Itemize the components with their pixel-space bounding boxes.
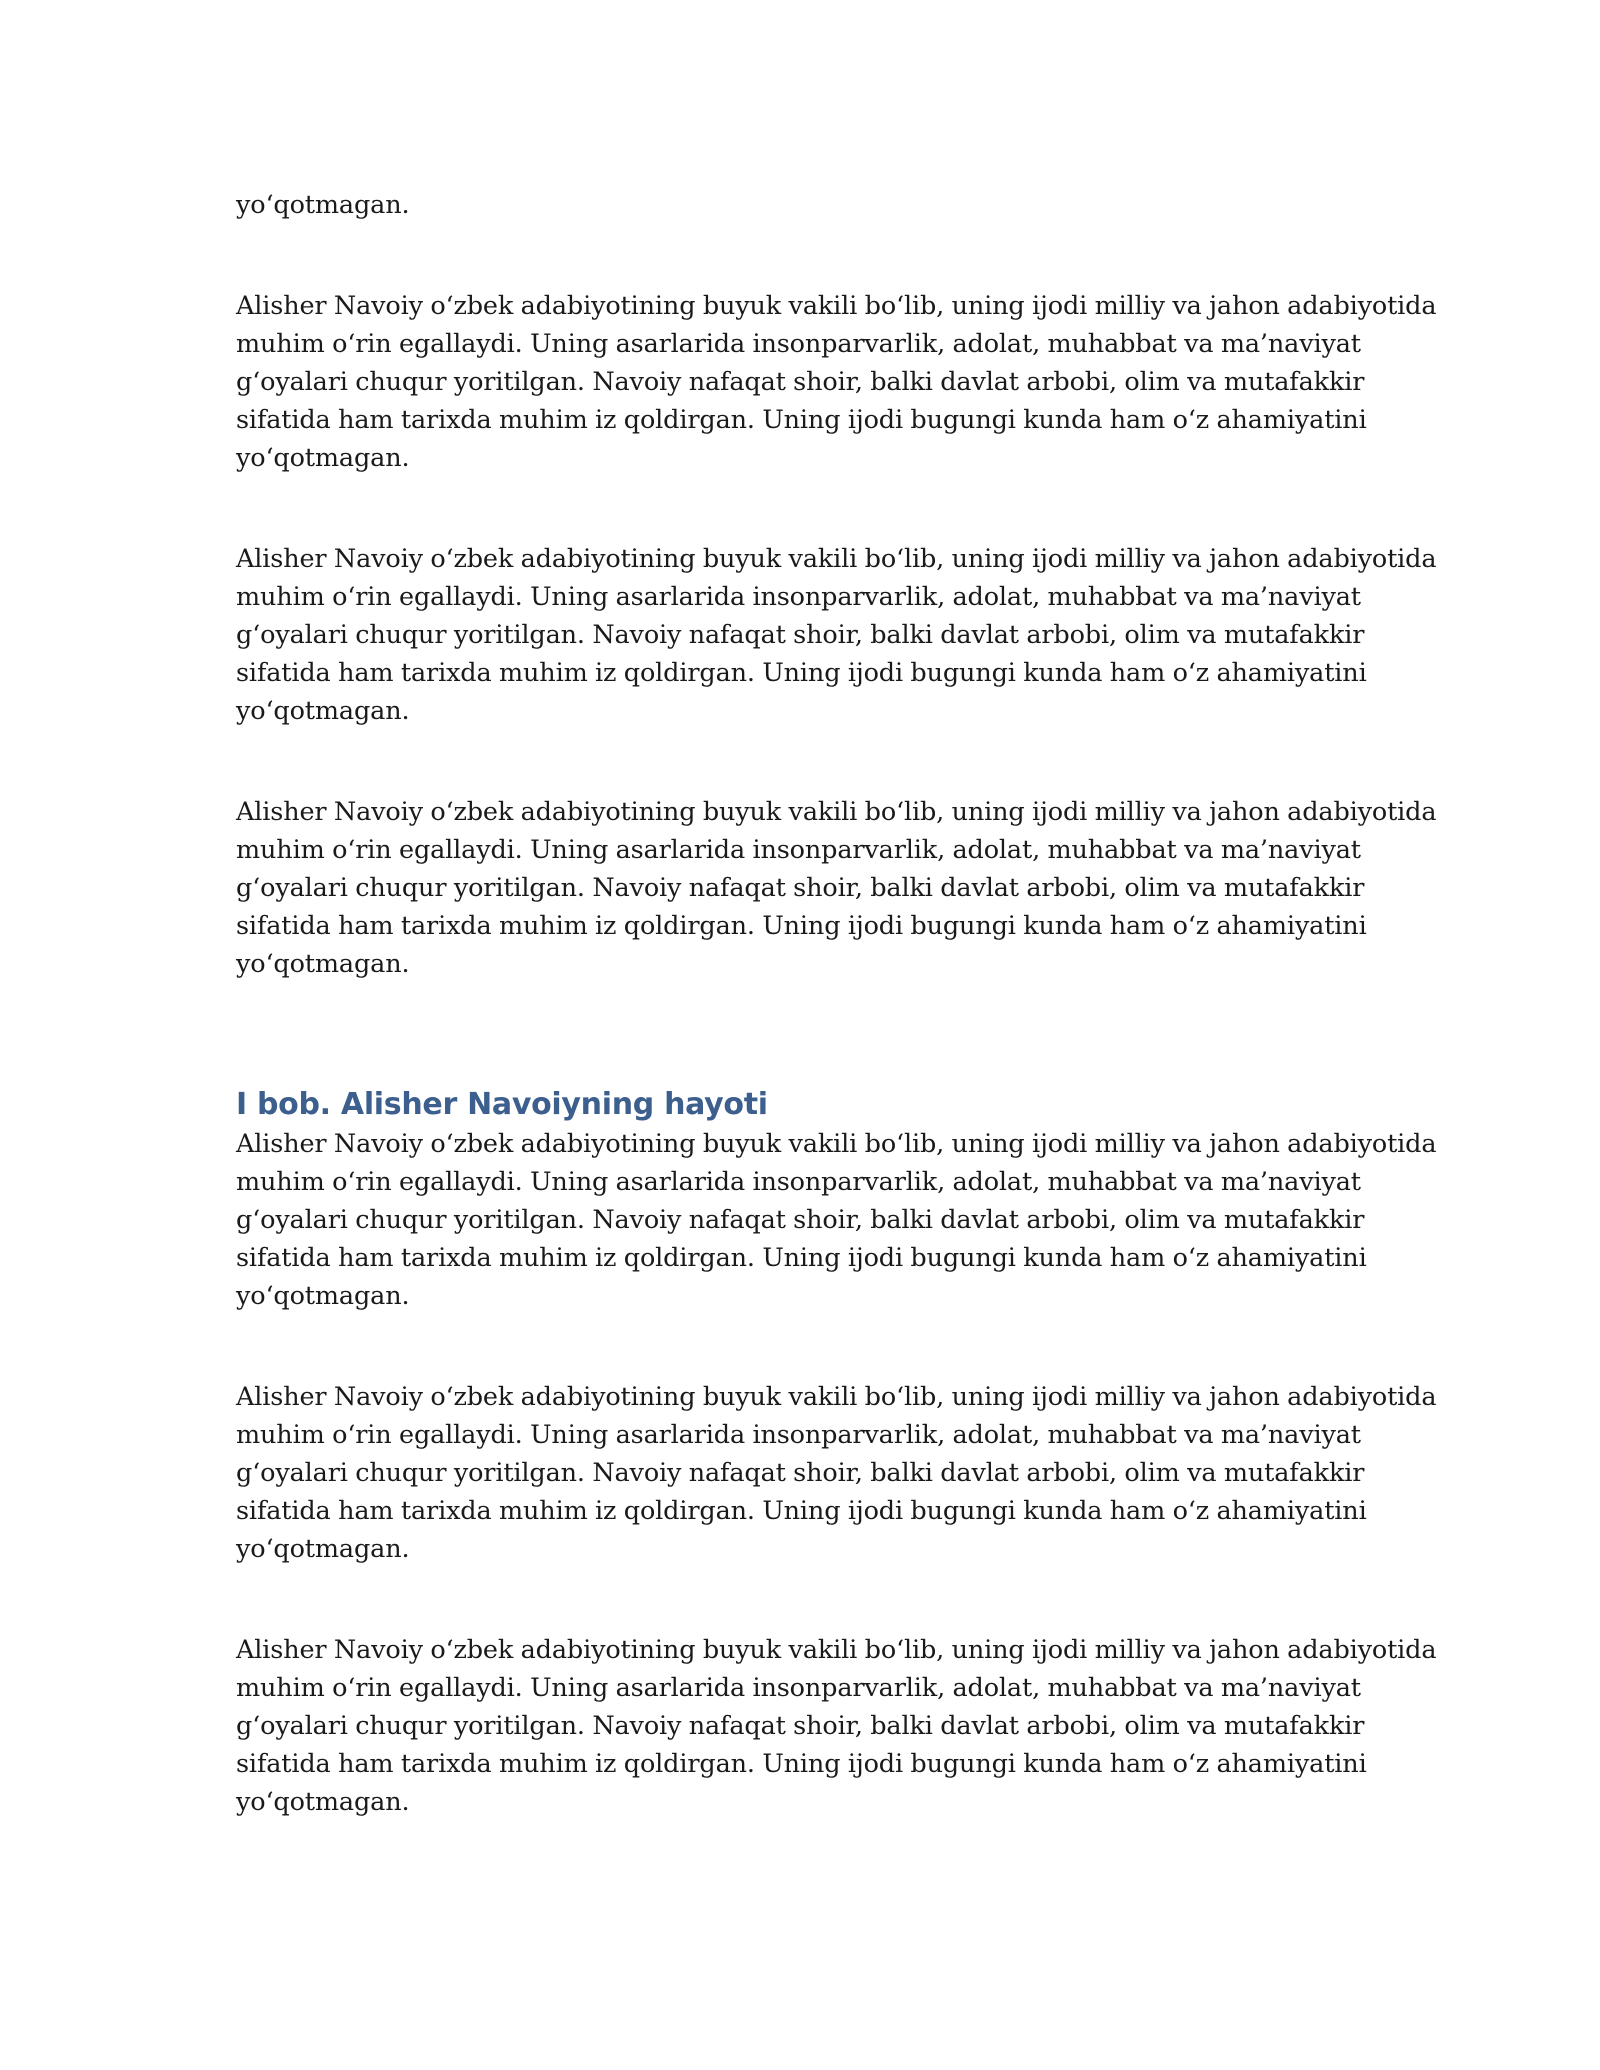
paragraph-line: muhim o‘rin egallaydi. Uning asarlarida insonparvarlik, adolat, muhabbat va ma’naviyat xyxy=(236,1167,1361,1197)
paragraph xyxy=(236,1125,1437,1315)
paragraph-line: g‘oyalari chuqur yoritilgan. Navoiy nafaqat shoir, balki davlat arbobi, olim va mutafakkir xyxy=(236,1205,1365,1235)
paragraph-line: yo‘qotmagan. xyxy=(236,443,410,473)
paragraph-line: muhim o‘rin egallaydi. Uning asarlarida insonparvarlik, adolat, muhabbat va ma’naviyat xyxy=(236,582,1361,612)
paragraph-line: sifatida ham tarixda muhim iz qoldirgan. Uning ijodi bugungi kunda ham o‘z ahamiyatini xyxy=(236,1243,1367,1273)
paragraph xyxy=(236,1631,1437,1821)
document-body xyxy=(236,186,1437,1821)
paragraph-line: Alisher Navoiy o‘zbek adabiyotining buyuk vakili bo‘lib, uning ijodi milliy va jahon adabiyotida xyxy=(236,1129,1437,1159)
paragraph-line: g‘oyalari chuqur yoritilgan. Navoiy nafaqat shoir, balki davlat arbobi, olim va mutafakkir xyxy=(236,1458,1365,1488)
paragraph xyxy=(236,540,1437,730)
paragraph-line: Alisher Navoiy o‘zbek adabiyotining buyuk vakili bo‘lib, uning ijodi milliy va jahon adabiyotida xyxy=(236,291,1437,321)
paragraph-line: g‘oyalari chuqur yoritilgan. Navoiy nafaqat shoir, balki davlat arbobi, olim va mutafakkir xyxy=(236,367,1365,397)
paragraph-line: Alisher Navoiy o‘zbek adabiyotining buyuk vakili bo‘lib, uning ijodi milliy va jahon adabiyotida xyxy=(236,1635,1437,1665)
paragraph-line: muhim o‘rin egallaydi. Uning asarlarida insonparvarlik, adolat, muhabbat va ma’naviyat xyxy=(236,329,1361,359)
paragraph-line: yo‘qotmagan. xyxy=(236,190,410,220)
paragraph-line: Alisher Navoiy o‘zbek adabiyotining buyuk vakili bo‘lib, uning ijodi milliy va jahon adabiyotida xyxy=(236,1382,1437,1412)
paragraph-fragment xyxy=(236,186,1366,224)
paragraph-line: yo‘qotmagan. xyxy=(236,1787,410,1817)
paragraph-line: g‘oyalari chuqur yoritilgan. Navoiy nafaqat shoir, balki davlat arbobi, olim va mutafakkir xyxy=(236,620,1365,650)
paragraph-line: sifatida ham tarixda muhim iz qoldirgan. Uning ijodi bugungi kunda ham o‘z ahamiyatini xyxy=(236,658,1367,688)
paragraph-line: muhim o‘rin egallaydi. Uning asarlarida insonparvarlik, adolat, muhabbat va ma’naviyat xyxy=(236,835,1361,865)
paragraph-line: Alisher Navoiy o‘zbek adabiyotining buyuk vakili bo‘lib, uning ijodi milliy va jahon adabiyotida xyxy=(236,797,1437,827)
paragraph xyxy=(236,793,1437,983)
paragraph xyxy=(236,287,1437,477)
paragraph-line: g‘oyalari chuqur yoritilgan. Navoiy nafaqat shoir, balki davlat arbobi, olim va mutafakkir xyxy=(236,1711,1365,1741)
paragraph-line: sifatida ham tarixda muhim iz qoldirgan. Uning ijodi bugungi kunda ham o‘z ahamiyatini xyxy=(236,1496,1367,1526)
paragraph-line: sifatida ham tarixda muhim iz qoldirgan. Uning ijodi bugungi kunda ham o‘z ahamiyatini xyxy=(236,911,1367,941)
paragraph-line: yo‘qotmagan. xyxy=(236,1281,410,1311)
paragraph-line: muhim o‘rin egallaydi. Uning asarlarida insonparvarlik, adolat, muhabbat va ma’naviyat xyxy=(236,1673,1361,1703)
section-heading: I bob. Alisher Navoiyning hayoti xyxy=(236,1087,768,1122)
paragraph xyxy=(236,1378,1437,1568)
paragraph-line: yo‘qotmagan. xyxy=(236,1534,410,1564)
paragraph-line: yo‘qotmagan. xyxy=(236,696,410,726)
paragraph-line: g‘oyalari chuqur yoritilgan. Navoiy nafaqat shoir, balki davlat arbobi, olim va mutafakkir xyxy=(236,873,1365,903)
paragraph-line: sifatida ham tarixda muhim iz qoldirgan. Uning ijodi bugungi kunda ham o‘z ahamiyatini xyxy=(236,405,1367,435)
paragraph-line: yo‘qotmagan. xyxy=(236,949,410,979)
paragraph-line: sifatida ham tarixda muhim iz qoldirgan. Uning ijodi bugungi kunda ham o‘z ahamiyatini xyxy=(236,1749,1367,1779)
paragraph-line: Alisher Navoiy o‘zbek adabiyotining buyuk vakili bo‘lib, uning ijodi milliy va jahon adabiyotida xyxy=(236,544,1437,574)
paragraph-line: muhim o‘rin egallaydi. Uning asarlarida insonparvarlik, adolat, muhabbat va ma’naviyat xyxy=(236,1420,1361,1450)
